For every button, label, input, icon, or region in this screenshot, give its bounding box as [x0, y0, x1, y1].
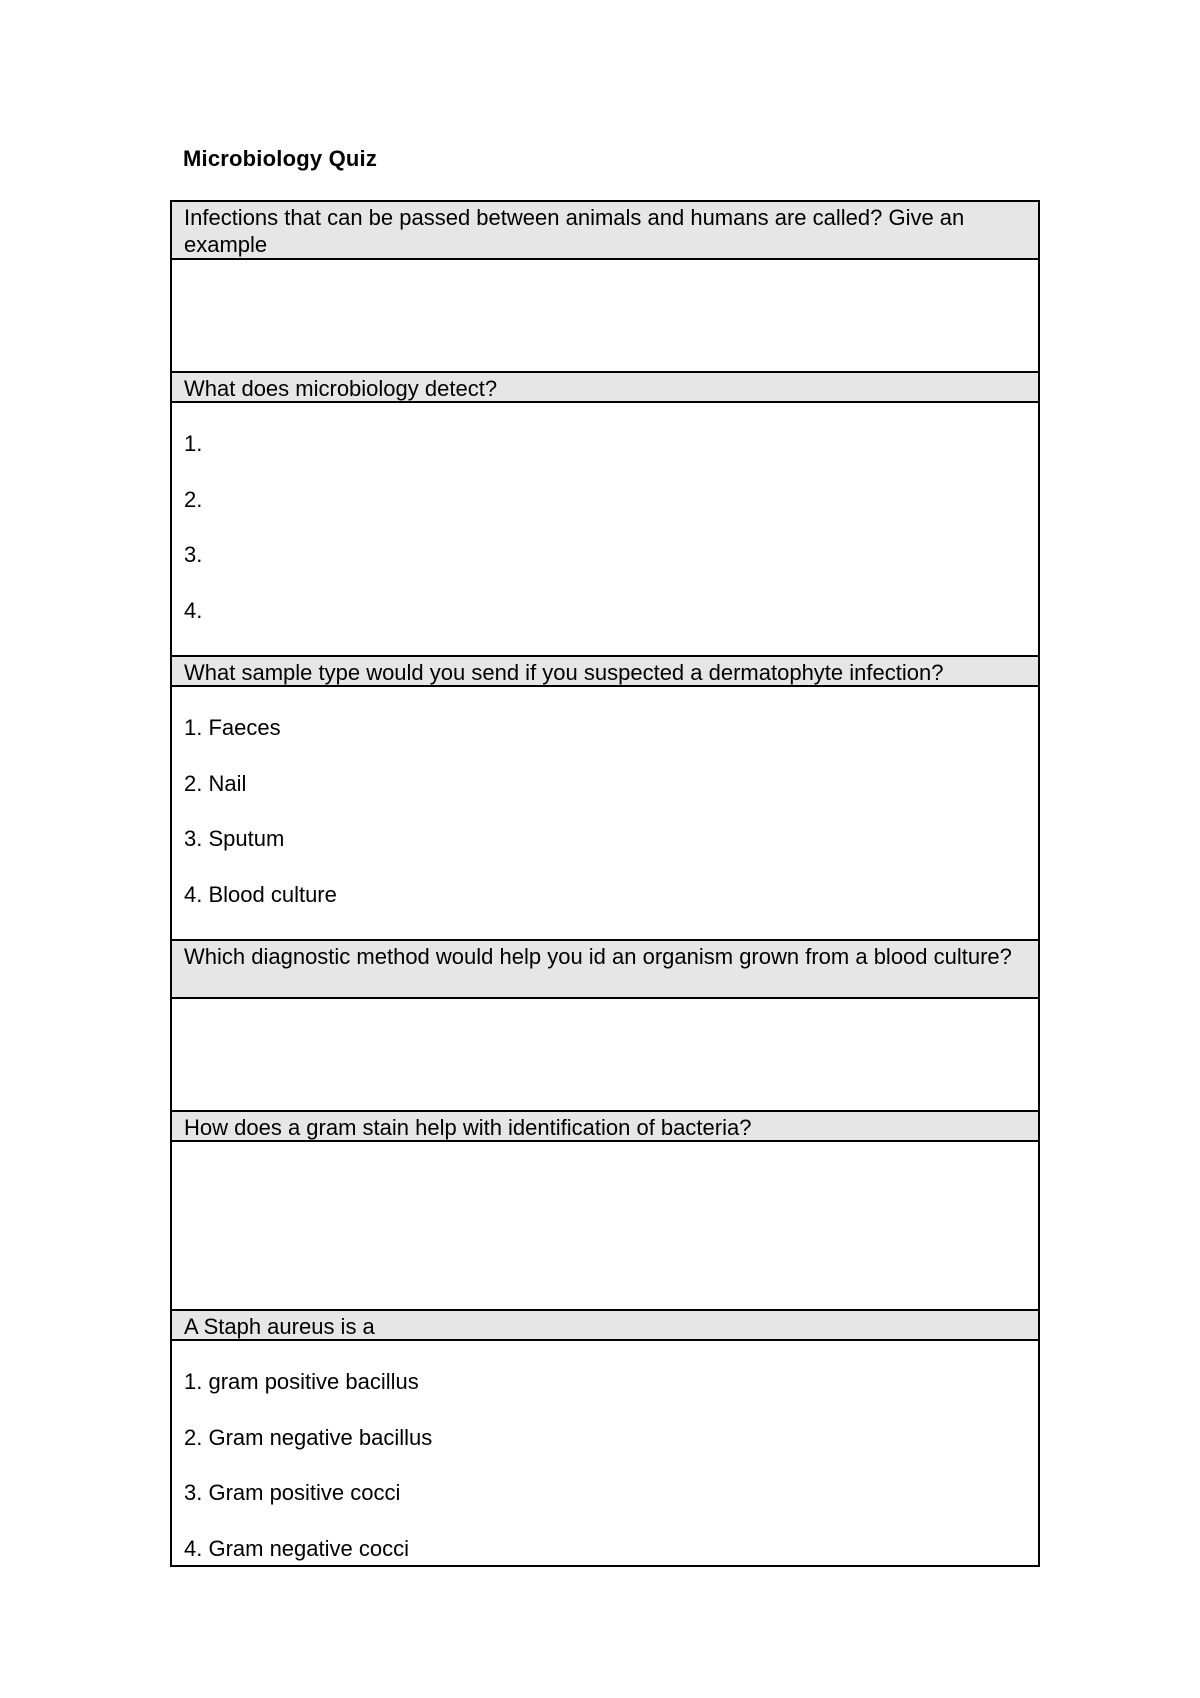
question-1-answer-area[interactable]: [172, 260, 1038, 373]
question-2-option-1: 1.: [184, 431, 203, 456]
question-3-option-2[interactable]: 2. Nail: [184, 771, 247, 796]
question-2-option-4: 4.: [184, 598, 203, 623]
quiz-table: [170, 200, 1040, 1567]
question-1-prompt: Infections that can be passed between animals and humans are called? Give an example: [172, 202, 1038, 260]
question-3-option-3[interactable]: 3. Sputum: [184, 826, 285, 851]
question-6-prompt: A Staph aureus is a: [172, 1311, 1038, 1341]
question-6-answer-area: [172, 1341, 1038, 1565]
question-6-option-4[interactable]: 4. Gram negative cocci: [184, 1536, 409, 1561]
question-2-option-3: 3.: [184, 542, 203, 567]
question-2-prompt: What does microbiology detect?: [172, 373, 1038, 403]
question-2-answer-area[interactable]: [172, 403, 1038, 657]
question-6-option-3[interactable]: 3. Gram positive cocci: [184, 1480, 401, 1505]
question-6-option-2[interactable]: 2. Gram negative bacillus: [184, 1425, 433, 1450]
page-title: Microbiology Quiz: [183, 146, 378, 171]
question-5-prompt: How does a gram stain help with identification of bacteria?: [172, 1112, 1038, 1142]
question-3-option-1[interactable]: 1. Faeces: [184, 715, 281, 740]
question-3-option-4[interactable]: 4. Blood culture: [184, 882, 337, 907]
question-2-option-2: 2.: [184, 487, 203, 512]
question-6-option-1[interactable]: 1. gram positive bacillus: [184, 1369, 419, 1394]
question-3-answer-area: [172, 687, 1038, 941]
question-5-answer-area[interactable]: [172, 1142, 1038, 1311]
question-4-answer-area[interactable]: [172, 999, 1038, 1112]
question-3-prompt: What sample type would you send if you suspected a dermatophyte infection?: [172, 657, 1038, 687]
question-4-prompt: Which diagnostic method would help you id an organism grown from a blood culture?: [172, 941, 1038, 999]
